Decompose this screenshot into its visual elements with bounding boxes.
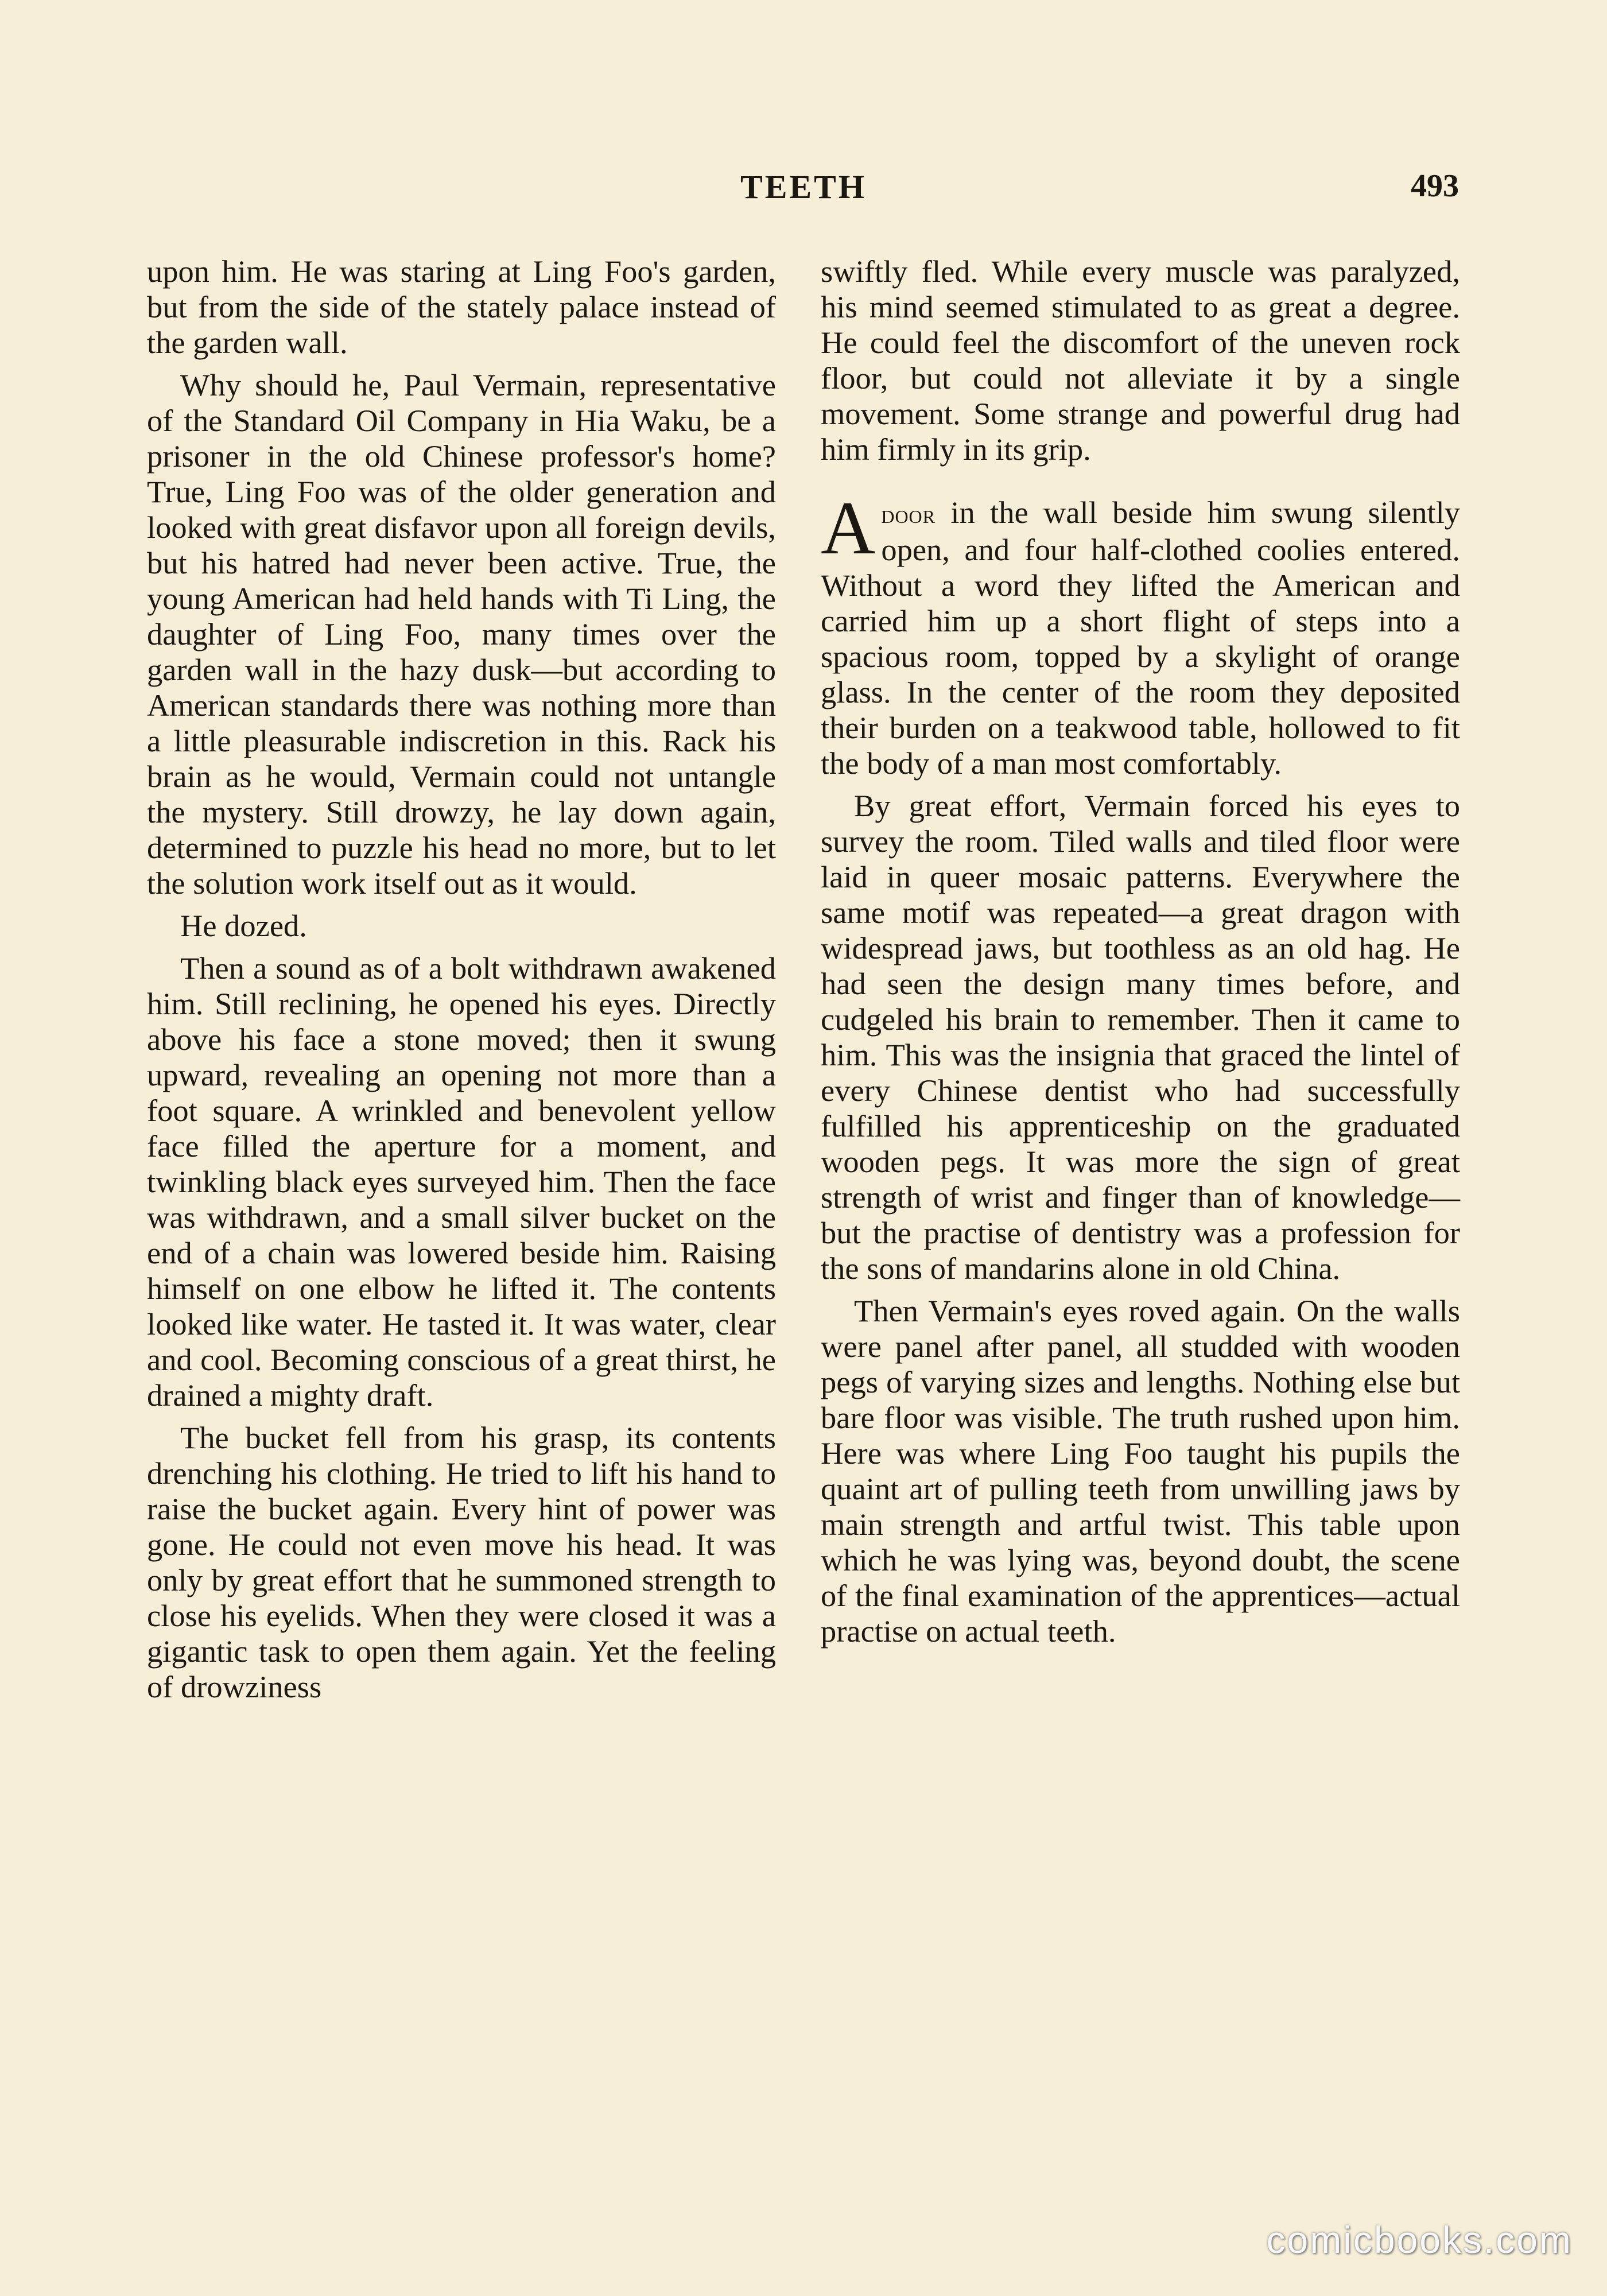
- left-column: [147, 254, 776, 1712]
- paragraph: Then a sound as of a bolt withdrawn awakened him. Still reclining, he opened his eyes. Directly above his face a stone moved; then it swung upward, revealing an opening not more than a foot square. A wrinkled and benevolent yellow face filled the aperture for a moment, and twinkling black eyes surveyed him. Then the face was withdrawn, and a small silver bucket on the end of a chain was lowered beside him. Raising himself on one elbow he lifted it. The contents looked like water. He tasted it. It was water, clear and cool. Becoming conscious of a great thirst, he drained a mighty draft.: [147, 951, 776, 1413]
- paragraph: He dozed.: [180, 908, 307, 943]
- paragraph: upon him. He was staring at Ling Foo's garden, but from the side of the stately palace instead of the garden wall.: [147, 254, 776, 360]
- small-caps-lead: door: [881, 499, 936, 529]
- story-title: TEETH: [740, 168, 867, 205]
- paragraph: Why should he, Paul Vermain, representative of the Standard Oil Company in Hia Waku, be a prisoner in the old Chinese professor's home? True, Ling Foo was of the older generation and looked with great disfavor upon all foreign devils, but his hatred had never been active. True, the young American had held hands with Ti Ling, the daughter of Ling Foo, many times over the garden wall in the hazy dusk—but according to American standards there was nothing more than a little pleasurable indiscretion in this. Rack his brain as he would, Vermain could not untangle the mystery. Still drowzy, he lay down again, determined to puzzle his head no more, but to let the solution work itself out as it would.: [147, 367, 776, 901]
- paragraph: By great effort, Vermain forced his eyes to survey the room. Tiled walls and tiled floor were laid in queer mosaic patterns. Everywhere the same motif was repeated—a great dragon with widespread jaws, but toothless as an old hag. He had seen the design many times before, and cudgeled his brain to remember. Then it came to him. This was the insignia that graced the lintel of every Chinese dentist who had successfully fulfilled his apprenticeship on the graduated wooden pegs. It was more the sign of great strength of wrist and finger than of knowledge—but the practise of dentistry was a profession for the sons of mandarins alone in old China.: [821, 788, 1460, 1286]
- paragraph: swiftly fled. While every muscle was paralyzed, his mind seemed stimulated to as great a degree. He could feel the discomfort of the uneven rock floor, but could not alleviate it by a single movement. Some strange and powerful drug had him firmly in its grip.: [821, 254, 1460, 467]
- right-column: [821, 254, 1460, 1656]
- drop-cap: A: [821, 486, 876, 570]
- running-head: [0, 168, 1607, 214]
- paragraph-text: in the wall beside him swung silently open, and four half-clothed coolies entered. Without a word they lifted the American and carried him up a short flight of steps into a spacious room, topped by a skylight of orange glass. In the center of the room they deposited their burden on a teakwood table, hollowed to fit the body of a man most comfortably.: [821, 495, 1460, 781]
- paragraph: The bucket fell from his grasp, its contents drenching his clothing. He tried to lift his hand to raise the bucket again. Every hint of power was gone. He could not even move his head. It was only by great effort that he summoned strength to close his eyelids. When they were closed it was a gigantic task to open them again. Yet the feeling of drowziness: [147, 1420, 776, 1704]
- section-start-paragraph: [821, 486, 1460, 781]
- page-number: 493: [1411, 168, 1459, 204]
- paragraph: Then Vermain's eyes roved again. On the walls were panel after panel, all studded with wooden pegs of varying sizes and lengths. Nothing else but bare floor was visible. The truth rushed upon him. Here was where Ling Foo taught his pupils the quaint art of pulling teeth from unwilling jaws by main strength and artful twist. This table upon which he was lying was, beyond doubt, the scene of the final examination of the apprentices—actual practise on actual teeth.: [821, 1293, 1460, 1649]
- watermark: comicbooks.com: [1266, 2219, 1573, 2261]
